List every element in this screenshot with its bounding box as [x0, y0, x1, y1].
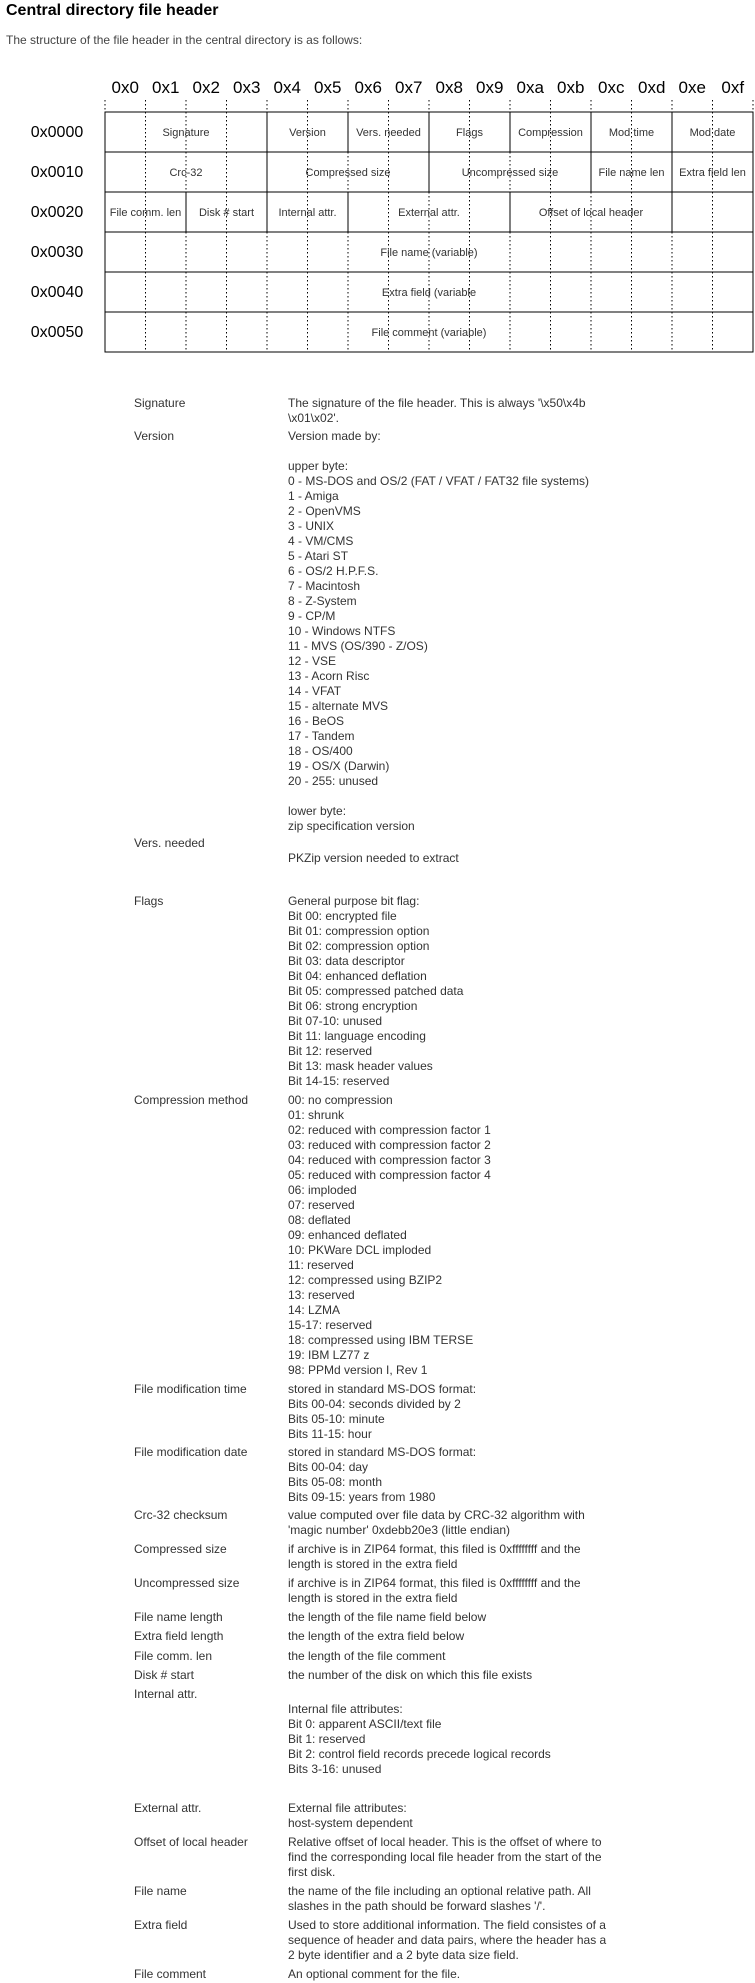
column-label: 0x6 — [354, 78, 382, 97]
description-line: Relative offset of local header. This is the offset of where to — [288, 1835, 602, 1849]
row-label: 0x0050 — [30, 324, 84, 341]
field-name: Internal attr. — [134, 1687, 198, 1701]
description-line: 15-17: reserved — [288, 1318, 373, 1332]
field-description — [288, 1508, 638, 1538]
description-line: Bit 11: language encoding — [288, 1029, 426, 1043]
description-line — [288, 444, 638, 459]
header-structure-diagram — [0, 64, 755, 364]
description-line: the length of the extra field below — [288, 1629, 465, 1643]
row-label: 0x0020 — [30, 204, 84, 221]
description-line: External file attributes: — [288, 1801, 407, 1815]
description-line: lower byte: — [288, 804, 347, 818]
description-line: Bit 0: apparent ASCII/text file — [288, 1717, 442, 1731]
field-name: Vers. needed — [134, 836, 205, 850]
description-line: 06: imploded — [288, 1183, 357, 1197]
field-description — [288, 1884, 638, 1914]
description-line: the length of the file comment — [288, 1649, 446, 1663]
description-line: host-system dependent — [288, 1816, 413, 1830]
description-line: Bits 11-15: hour — [288, 1427, 372, 1441]
description-line: 08: deflated — [288, 1213, 351, 1227]
row-label: 0x0010 — [30, 164, 84, 181]
field-name: File modification time — [134, 1382, 247, 1396]
description-line: Version made by: — [288, 429, 381, 443]
field-label: Extra field len — [679, 167, 746, 179]
description-line: 2 - OpenVMS — [288, 504, 361, 518]
description-line: 8 - Z-System — [288, 594, 357, 608]
field-name: Signature — [134, 396, 186, 410]
description-line: 20 - 255: unused — [288, 774, 379, 788]
field-name: Version — [134, 429, 175, 443]
description-line: 6 - OS/2 H.P.F.S. — [288, 564, 379, 578]
field-name: Offset of local header — [134, 1835, 248, 1849]
description-line: length is stored in the extra field — [288, 1557, 458, 1571]
column-label: 0x8 — [435, 78, 463, 97]
field-description — [288, 1610, 638, 1625]
description-line: 17 - Tandem — [288, 729, 355, 743]
field-label: File name (variable) — [380, 247, 478, 259]
description-line: 13 - Acorn Risc — [288, 669, 370, 683]
description-line: \x01\x02'. — [288, 411, 339, 425]
row-label: 0x0000 — [30, 124, 84, 141]
description-line: Internal file attributes: — [288, 1702, 403, 1716]
field-description — [288, 1542, 638, 1572]
field-description — [288, 894, 638, 1089]
field-description — [288, 1382, 638, 1442]
field-description — [288, 1801, 638, 1831]
field-label: Offset of local header — [538, 207, 644, 219]
description-line: 02: reduced with compression factor 1 — [288, 1123, 491, 1137]
field-label: Mod time — [608, 127, 655, 139]
description-line: Bits 05-08: month — [288, 1475, 383, 1489]
column-label: 0x2 — [192, 78, 220, 97]
row-label: 0x0030 — [30, 244, 84, 261]
description-line: Bits 00-04: day — [288, 1460, 369, 1474]
field-label: Uncompressed size — [461, 167, 559, 179]
field-description — [288, 1835, 638, 1880]
column-label: 0xb — [557, 78, 585, 97]
field-label: File name len — [598, 167, 665, 179]
description-line: Bit 12: reserved — [288, 1044, 373, 1058]
field-description — [288, 1918, 638, 1963]
field-description — [288, 1445, 638, 1505]
description-line: the number of the disk on which this file exists — [288, 1668, 533, 1682]
description-line: 7 - Macintosh — [288, 579, 361, 593]
description-line: 98: PPMd version I, Rev 1 — [288, 1363, 428, 1377]
description-line — [288, 1687, 638, 1702]
description-line: Bit 04: enhanced deflation — [288, 969, 427, 983]
description-line: 05: reduced with compression factor 4 — [288, 1168, 491, 1182]
field-name: Crc-32 checksum — [134, 1508, 228, 1522]
description-line: 2 byte identifier and a 2 byte data size field. — [288, 1948, 519, 1962]
field-label: Extra field (variable — [381, 287, 477, 299]
description-line: 3 - UNIX — [288, 519, 335, 533]
description-line: 0 - MS-DOS and OS/2 (FAT / VFAT / FAT32 file systems) — [288, 474, 589, 488]
description-line: if archive is in ZIP64 format, this filed is 0xffffffff and the — [288, 1576, 581, 1590]
column-label: 0xa — [516, 78, 544, 97]
description-line: if archive is in ZIP64 format, this filed is 0xffffffff and the — [288, 1542, 581, 1556]
field-description — [288, 836, 638, 866]
description-line: Bit 07-10: unused — [288, 1014, 383, 1028]
field-name: Extra field length — [134, 1629, 224, 1643]
field-name: Extra field — [134, 1918, 188, 1932]
description-line: 07: reserved — [288, 1198, 355, 1212]
description-line: 00: no compression — [288, 1093, 393, 1107]
description-line: 1 - Amiga — [288, 489, 339, 503]
description-line: Bit 00: encrypted file — [288, 909, 397, 923]
field-label: Crc-32 — [169, 167, 203, 179]
field-name: External attr. — [134, 1801, 202, 1815]
description-line: 03: reduced with compression factor 2 — [288, 1138, 491, 1152]
description-line: slashes in the path should be forward slashes '/'. — [288, 1899, 546, 1913]
description-line — [288, 789, 638, 804]
description-line: 18 - OS/400 — [288, 744, 353, 758]
field-description — [288, 1967, 638, 1982]
description-line: 14: LZMA — [288, 1303, 341, 1317]
field-label: Flags — [456, 127, 483, 139]
description-line: zip specification version — [288, 819, 415, 833]
description-line: 11 - MVS (OS/390 - Z/OS) — [288, 639, 428, 653]
field-label: File comm. len — [109, 207, 182, 219]
description-line: length is stored in the extra field — [288, 1591, 458, 1605]
description-line: find the corresponding local file header from the start of the — [288, 1850, 602, 1864]
description-line: 13: reserved — [288, 1288, 355, 1302]
field-label: Signature — [162, 127, 210, 139]
description-line: Bit 02: compression option — [288, 939, 430, 953]
description-line: 11: reserved — [288, 1258, 354, 1272]
field-description — [288, 1576, 638, 1606]
description-line: Bits 09-15: years from 1980 — [288, 1490, 436, 1504]
description-line: the length of the file name field below — [288, 1610, 487, 1624]
description-line: Bit 1: reserved — [288, 1732, 366, 1746]
description-line: Bit 03: data descriptor — [288, 954, 405, 968]
description-line: Used to store additional information. The field consistes of a — [288, 1918, 606, 1932]
field-label: External attr. — [398, 207, 460, 219]
intro-text: The structure of the file header in the central directory is as follows: — [6, 33, 363, 47]
description-line: The signature of the file header. This is always '\x50\x4b — [288, 396, 586, 410]
description-line: the name of the file including an optional relative path. All — [288, 1884, 591, 1898]
field-label: Internal attr. — [278, 207, 337, 219]
column-label: 0xd — [638, 78, 666, 97]
description-line: Bit 06: strong encryption — [288, 999, 418, 1013]
description-line: 12: compressed using BZIP2 — [288, 1273, 443, 1287]
page-title: Central directory file header — [6, 2, 219, 19]
field-label: Mod date — [689, 127, 736, 139]
field-description — [288, 1093, 638, 1378]
field-name: Disk # start — [134, 1668, 195, 1682]
column-label: 0x3 — [233, 78, 261, 97]
description-line: PKZip version needed to extract — [288, 851, 459, 865]
description-line: Bits 05-10: minute — [288, 1412, 385, 1426]
description-line: 09: enhanced deflated — [288, 1228, 407, 1242]
description-line: stored in standard MS-DOS format: — [288, 1445, 477, 1459]
field-label: File comment (variable) — [371, 327, 487, 339]
description-line: sequence of header and data pairs, where the header has a — [288, 1933, 607, 1947]
description-line: Bit 2: control field records precede logical records — [288, 1747, 551, 1761]
description-line: Bit 01: compression option — [288, 924, 430, 938]
description-line: 5 - Atari ST — [288, 549, 349, 563]
description-line: 12 - VSE — [288, 654, 337, 668]
column-label: 0x5 — [314, 78, 342, 97]
field-description — [288, 1649, 638, 1664]
description-line: 4 - VM/CMS — [288, 534, 354, 548]
description-line: Bit 14-15: reserved — [288, 1074, 390, 1088]
field-label: Compressed size — [305, 167, 391, 179]
description-line: 9 - CP/M — [288, 609, 336, 623]
field-name: Uncompressed size — [134, 1576, 240, 1590]
field-description — [288, 1668, 638, 1683]
field-description — [288, 1687, 638, 1777]
description-line: 19: IBM LZ77 z — [288, 1348, 370, 1362]
description-line: 14 - VFAT — [288, 684, 342, 698]
field-description — [288, 1629, 638, 1644]
description-line: 10: PKWare DCL imploded — [288, 1243, 432, 1257]
description-line: Bit 13: mask header values — [288, 1059, 433, 1073]
description-line: 01: shrunk — [288, 1108, 345, 1122]
field-name: File comm. len — [134, 1649, 213, 1663]
description-line: General purpose bit flag: — [288, 894, 420, 908]
description-line — [288, 836, 638, 851]
field-name: File comment — [134, 1967, 207, 1981]
row-label: 0x0040 — [30, 284, 84, 301]
column-label: 0xc — [598, 78, 625, 97]
column-label: 0xe — [678, 78, 706, 97]
column-label: 0xf — [721, 78, 745, 97]
description-line: 18: compressed using IBM TERSE — [288, 1333, 474, 1347]
field-label: Disk # start — [198, 207, 255, 219]
description-line: upper byte: — [288, 459, 349, 473]
field-label: Vers. needed — [356, 127, 421, 139]
description-line: 15 - alternate MVS — [288, 699, 389, 713]
field-label: Version — [289, 127, 326, 139]
field-name: Flags — [134, 894, 164, 908]
column-label: 0x4 — [273, 78, 301, 97]
description-line: An optional comment for the file. — [288, 1967, 461, 1981]
field-name: Compressed size — [134, 1542, 227, 1556]
field-name: File modification date — [134, 1445, 248, 1459]
field-description — [288, 429, 638, 834]
field-name: File name — [134, 1884, 187, 1898]
column-label: 0x0 — [111, 78, 139, 97]
column-label: 0x1 — [152, 78, 180, 97]
description-line: 10 - Windows NTFS — [288, 624, 396, 638]
column-label: 0x7 — [395, 78, 423, 97]
field-name: Compression method — [134, 1093, 249, 1107]
description-line: Bit 05: compressed patched data — [288, 984, 464, 998]
description-line: value computed over file data by CRC-32 algorithm with — [288, 1508, 585, 1522]
description-line: Bits 3-16: unused — [288, 1762, 382, 1776]
field-description — [288, 396, 638, 426]
field-name: File name length — [134, 1610, 223, 1624]
description-line: stored in standard MS-DOS format: — [288, 1382, 477, 1396]
description-line: 19 - OS/X (Darwin) — [288, 759, 390, 773]
column-label: 0x9 — [476, 78, 504, 97]
field-label: Compression — [518, 127, 583, 139]
description-line: 16 - BeOS — [288, 714, 345, 728]
description-line: 04: reduced with compression factor 3 — [288, 1153, 491, 1167]
description-line: 'magic number' 0xdebb20e3 (little endian) — [288, 1523, 511, 1537]
description-line: first disk. — [288, 1865, 336, 1879]
description-line: Bits 00-04: seconds divided by 2 — [288, 1397, 461, 1411]
